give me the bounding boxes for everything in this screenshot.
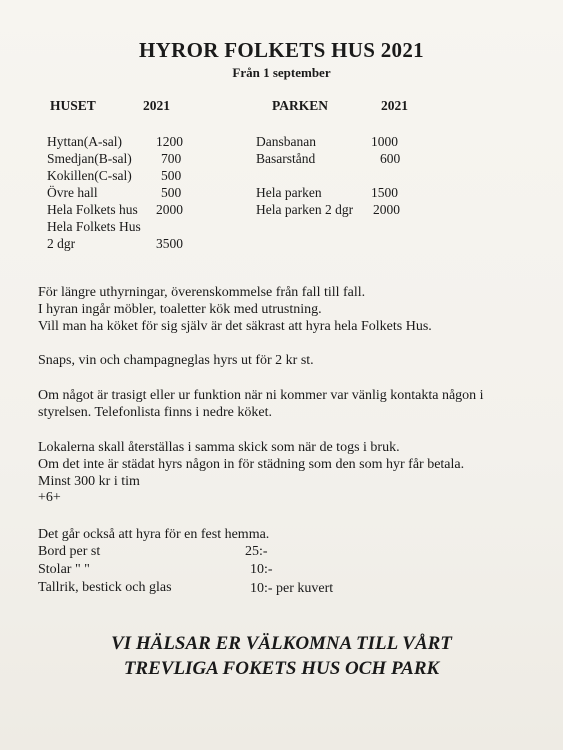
huset-header: HUSET <box>50 98 96 113</box>
closing-greeting-line: VI HÄLSAR ER VÄLKOMNA TILL VÅRT <box>111 633 452 654</box>
huset-item-price: 2000 <box>156 202 183 217</box>
terms-text: styrelsen. Telefonlista finns i nedre köket. <box>38 405 272 420</box>
home-rental-price: 25:- <box>245 544 268 559</box>
page-title: HYROR FOLKETS HUS 2021 <box>139 38 424 62</box>
terms-text: Lokalerna skall återställas i samma skick som när de togs i bruk. <box>38 440 400 455</box>
huset-item-name: Hyttan(A-sal) <box>47 134 122 149</box>
parken-item-name: Hela parken <box>256 185 322 200</box>
huset-item-name: Hela Folkets Hus <box>47 219 141 234</box>
home-rental-item: Stolar " " <box>38 562 90 577</box>
terms-text: I hyran ingår möbler, toaletter kök med utrustning. <box>38 302 322 317</box>
huset-item-price: 3500 <box>156 236 183 251</box>
home-rental-price: 10:- <box>250 562 273 577</box>
parken-item-name: Hela parken 2 dgr <box>256 202 354 217</box>
home-rental-price: 10:- per kuvert <box>250 581 334 596</box>
huset-item-price: 1200 <box>156 134 183 149</box>
home-rental-item: Bord per st <box>38 544 101 559</box>
parken-item-price: 2000 <box>373 202 400 217</box>
parken-item-price: 600 <box>380 151 401 166</box>
huset-item-name: Hela Folkets hus <box>47 202 138 217</box>
huset-item-name: Övre hall <box>47 185 98 200</box>
parken-item-price: 1000 <box>371 134 398 149</box>
page-subtitle: Från 1 september <box>232 65 331 80</box>
parken-header: PARKEN <box>272 98 328 113</box>
terms-text: För längre uthyrningar, överenskommelse från fall till fall. <box>38 285 366 300</box>
closing-greeting-line: TREVLIGA FOKETS HUS OCH PARK <box>123 658 440 679</box>
parken-item-name: Basarstånd <box>256 151 316 166</box>
huset-item-price: 700 <box>161 151 182 166</box>
terms-text: +6+ <box>38 490 61 505</box>
parken-item-price: 1500 <box>371 185 398 200</box>
terms-text: Om det inte är städat hyrs någon in för städning som den som hyr får betala. <box>38 457 465 472</box>
home-rental-item: Tallrik, bestick och glas <box>38 580 172 595</box>
parken-year: 2021 <box>381 98 408 113</box>
terms-text: Minst 300 kr i tim <box>38 474 140 489</box>
terms-text: Om något är trasigt eller ur funktion när ni kommer var vänlig kontakta någon i <box>38 388 484 403</box>
huset-year: 2021 <box>143 98 170 113</box>
huset-item-name: Smedjan(B-sal) <box>47 151 132 166</box>
parken-item-name: Dansbanan <box>256 134 316 149</box>
huset-item-name: 2 dgr <box>47 236 76 251</box>
huset-item-price: 500 <box>161 185 182 200</box>
huset-item-price: 500 <box>161 168 182 183</box>
huset-item-name: Kokillen(C-sal) <box>47 168 132 183</box>
terms-text: Vill man ha köket för sig själv är det säkrast att hyra hela Folkets Hus. <box>38 319 432 334</box>
terms-text: Det går också att hyra för en fest hemma. <box>38 527 270 542</box>
terms-text: Snaps, vin och champagneglas hyrs ut för 2 kr st. <box>38 353 314 368</box>
